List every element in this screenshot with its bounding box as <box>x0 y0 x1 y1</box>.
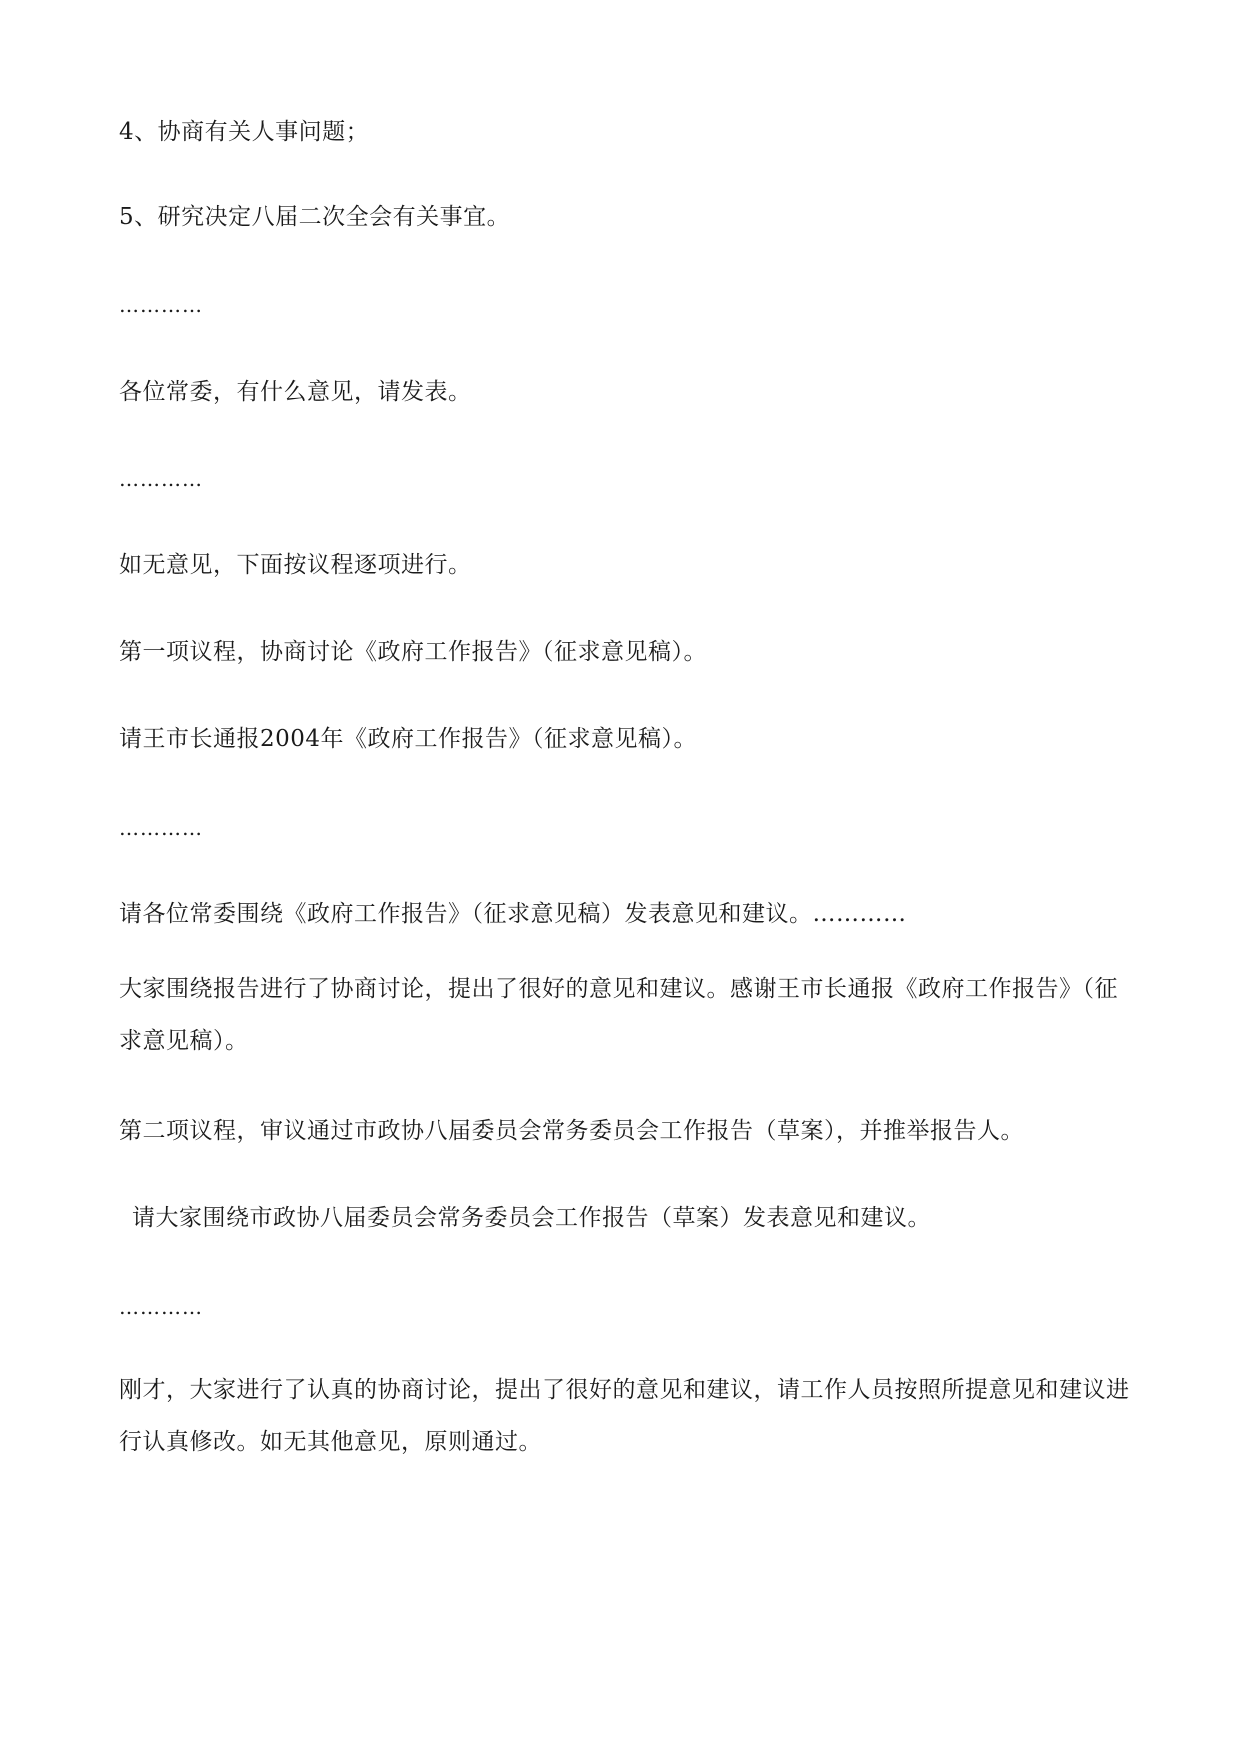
ellipsis-2: ………… <box>119 467 203 491</box>
paragraph-conclusion: 刚才，大家进行了认真的协商讨论，提出了很好的意见和建议，请工作人员按照所提意见和建议进行认真修改。如无其他意见，原则通过。 <box>119 1377 1130 1455</box>
paragraph-proceed: 如无意见，下面按议程逐项进行。 <box>119 552 472 578</box>
paragraph-thanks-mayor: 大家围绕报告进行了协商讨论，提出了很好的意见和建议。感谢王市长通报《政府工作报告》（征求意见稿）。 <box>119 976 1118 1054</box>
paragraph-first-agenda: 第一项议程，协商讨论《政府工作报告》（征求意见稿）。 <box>119 639 707 665</box>
agenda-item-5: 5、研究决定八届二次全会有关事宜。 <box>119 204 511 230</box>
paragraph-comments-on-draft: 请大家围绕市政协八届委员会常务委员会工作报告（草案）发表意见和建议。 <box>132 1205 931 1231</box>
ellipsis-3: ………… <box>119 816 203 840</box>
paragraph-invite-comments: 各位常委，有什么意见，请发表。 <box>119 379 472 405</box>
paragraph-second-agenda: 第二项议程，审议通过市政协八届委员会常务委员会工作报告（草案），并推举报告人。 <box>119 1118 1024 1144</box>
paragraph-mayor-report: 请王市长通报2004年《政府工作报告》（征求意见稿）。 <box>119 726 698 752</box>
agenda-item-4: 4、协商有关人事问题； <box>119 119 370 145</box>
ellipsis-4: ………… <box>119 1295 203 1319</box>
ellipsis-1: ………… <box>119 293 203 317</box>
paragraph-comments-on-report: 请各位常委围绕《政府工作报告》（征求意见稿）发表意见和建议。………… <box>119 901 907 927</box>
